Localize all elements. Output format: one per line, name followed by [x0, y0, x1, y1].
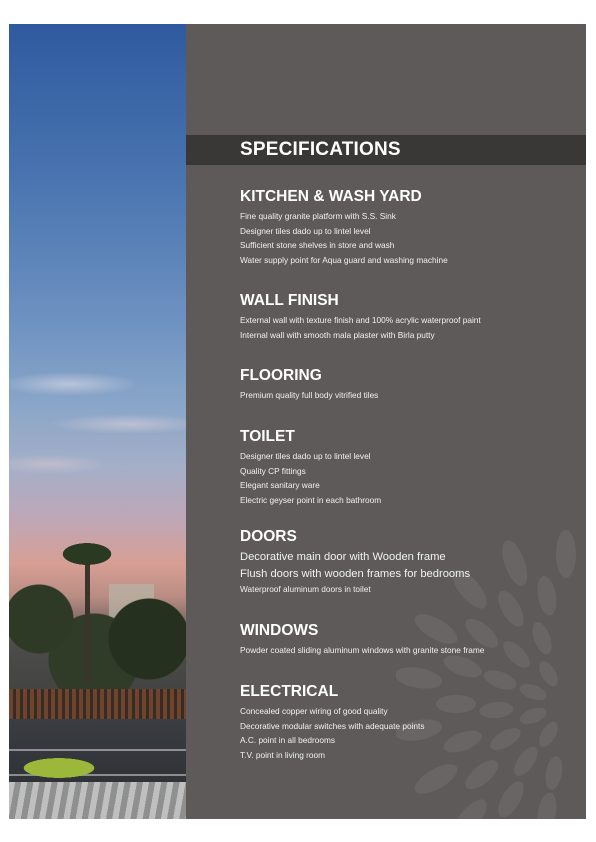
section-windows: [240, 622, 580, 658]
spec-item: Quality CP fittings: [240, 465, 306, 476]
spec-item: Internal wall with smooth mala plaster with Birla putty: [240, 329, 435, 340]
palm-tree-fronds: [47, 529, 127, 579]
section-kitchen-wash-yard: [240, 188, 580, 268]
spec-item: Sufficient stone shelves in store and wash: [240, 240, 395, 251]
palm-tree-trunk: [85, 564, 90, 684]
compound-fence: [9, 689, 186, 719]
spec-item: Concealed copper wiring of good quality: [240, 706, 388, 716]
section-heading: ELECTRICAL: [240, 683, 339, 700]
spec-item: Decorative modular switches with adequate points: [240, 720, 425, 731]
page-title: SPECIFICATIONS: [240, 139, 401, 160]
spec-item: Flush doors with wooden frames for bedrooms: [240, 567, 471, 580]
spec-item: Designer tiles dado up to lintel level: [240, 451, 371, 461]
evening-clouds: [9, 354, 186, 504]
specifications-panel: [186, 24, 586, 819]
spec-item: Fine quality granite platform with S.S. Sink: [240, 211, 396, 221]
exterior-photo: [9, 24, 186, 819]
shrubs: [9, 752, 109, 782]
section-doors: [240, 528, 580, 597]
spec-item: Powder coated sliding aluminum windows with granite stone frame: [240, 645, 485, 655]
section-heading: FLOORING: [240, 367, 322, 384]
spec-item: Waterproof aluminum doors in toilet: [240, 584, 371, 594]
spec-item: A.C. point in all bedrooms: [240, 735, 336, 746]
brochure-page: [9, 24, 586, 819]
section-heading: WINDOWS: [240, 622, 319, 639]
section-heading: DOORS: [240, 528, 297, 545]
road-marking: [9, 749, 186, 751]
trees: [9, 559, 186, 699]
spec-item: Elegant sanitary ware: [240, 480, 320, 491]
section-flooring: [240, 367, 580, 403]
spec-item: Premium quality full body vitrified tiles: [240, 390, 379, 400]
section-heading: KITCHEN & WASH YARD: [240, 188, 422, 205]
spec-item: T.V. point in living room: [240, 750, 326, 761]
section-wall-finish: [240, 292, 580, 342]
spec-item: External wall with texture finish and 100% acrylic waterproof paint: [240, 315, 481, 325]
section-toilet: [240, 428, 580, 508]
spec-item: Electric geyser point in each bathroom: [240, 495, 382, 506]
section-heading: WALL FINISH: [240, 292, 339, 309]
spec-item: Designer tiles dado up to lintel level: [240, 225, 371, 236]
spec-item: Decorative main door with Wooden frame: [240, 551, 446, 563]
curb: [9, 782, 186, 819]
section-electrical: [240, 683, 580, 763]
spec-item: Water supply point for Aqua guard and washing machine: [240, 255, 448, 266]
section-heading: TOILET: [240, 428, 295, 445]
